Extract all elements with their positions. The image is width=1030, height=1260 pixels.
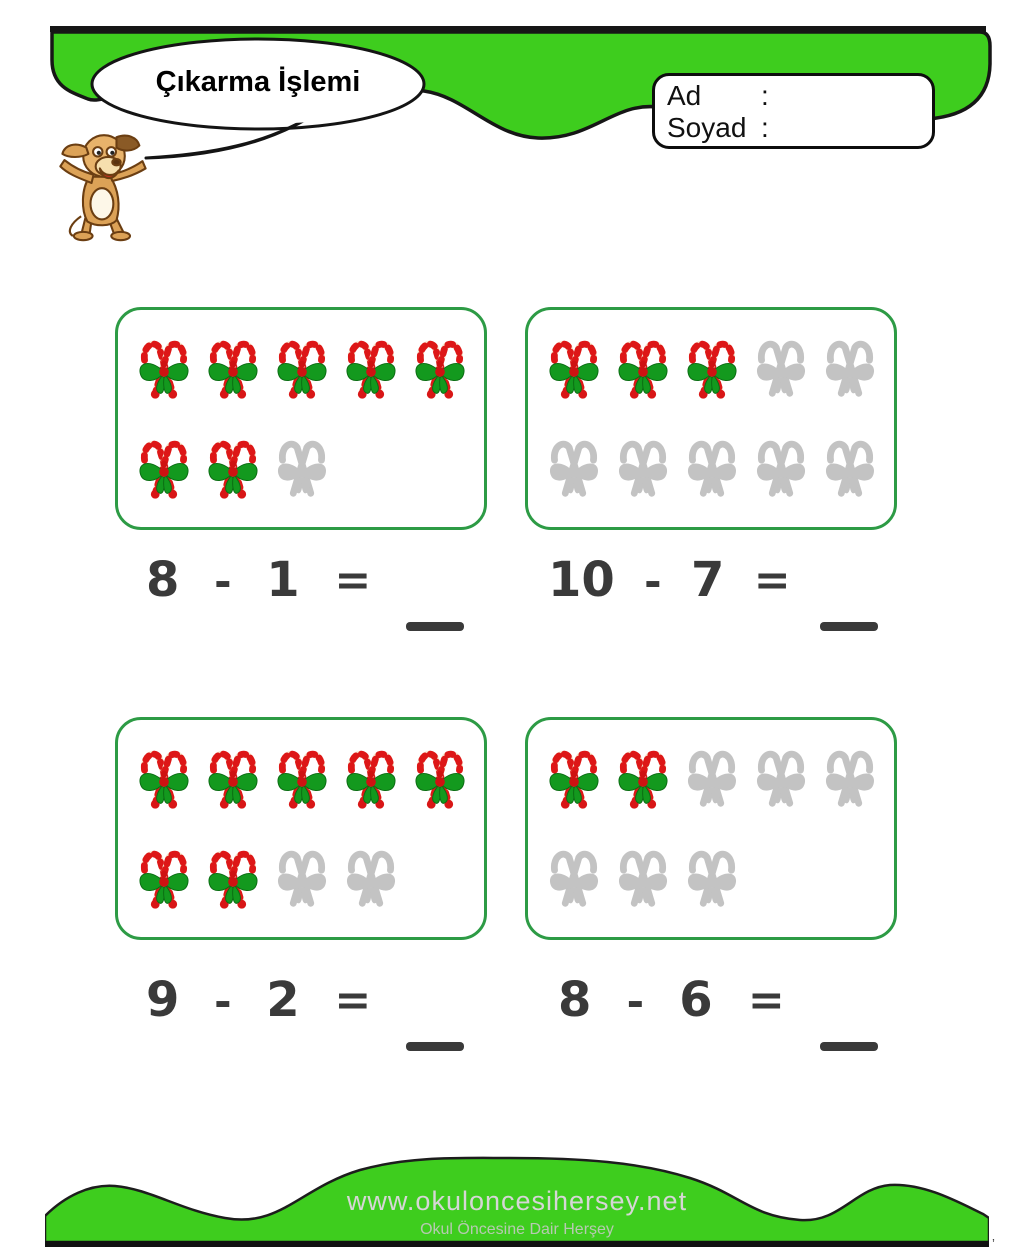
operator: - [644, 557, 662, 606]
candy-cane-bow-icon-faded [271, 433, 333, 503]
ad-label: Ad [667, 80, 702, 111]
problem-box-1 [115, 307, 487, 530]
candy-cane-bow-icon-faded [681, 843, 743, 913]
speech-bubble [80, 28, 440, 170]
minuend: 8 [558, 972, 592, 1028]
candy-cane-bow-icon-faded [543, 433, 605, 503]
candy-cane-bow-icon [543, 333, 605, 403]
footer-website-url: www.okuloncesihersey.net [346, 1186, 688, 1216]
candy-cane-bow-icon [133, 843, 195, 913]
footer-tagline: Okul Öncesine Dair Herşey [420, 1221, 614, 1238]
candy-cane-bow-icon-faded [750, 743, 812, 813]
problem-box-4 [525, 717, 897, 940]
candy-cane-bow-icon-faded [543, 843, 605, 913]
subtrahend: 1 [266, 552, 300, 608]
candy-cane-bow-icon-faded [612, 843, 674, 913]
candy-cane-bow-icon-faded [750, 333, 812, 403]
minuend: 10 [548, 552, 615, 608]
candy-cane-bow-icon-faded [681, 743, 743, 813]
answer-blank[interactable] [406, 622, 464, 631]
candy-cane-bow-icon [612, 333, 674, 403]
candy-cane-bow-icon-faded [819, 433, 881, 503]
operator: - [214, 977, 232, 1026]
candy-cane-bow-icon-faded [612, 433, 674, 503]
soyad-label: Soyad [667, 112, 747, 143]
icon-row [543, 743, 884, 813]
problem-box-2 [525, 307, 897, 530]
icon-row [543, 843, 884, 913]
stray-mark: ’ [992, 1236, 995, 1251]
candy-cane-bow-icon [543, 743, 605, 813]
soyad-write-area[interactable] [775, 112, 920, 144]
subtrahend: 2 [266, 972, 300, 1028]
subtrahend: 7 [690, 552, 725, 608]
worksheet-title: Çıkarma İşlemi [155, 66, 361, 98]
candy-cane-bow-icon [681, 333, 743, 403]
candy-cane-bow-icon [409, 743, 471, 813]
minuend: 9 [146, 972, 180, 1028]
equation-1 [146, 552, 464, 631]
soyad-colon: : [761, 112, 769, 143]
candy-cane-bow-icon-faded [681, 433, 743, 503]
candy-cane-bow-icon [133, 743, 195, 813]
answer-blank[interactable] [406, 1042, 464, 1051]
candy-cane-bow-icon [133, 433, 195, 503]
name-box [652, 73, 935, 149]
icon-row [133, 743, 474, 813]
candy-cane-bow-icon [409, 333, 471, 403]
candy-cane-bow-icon [133, 333, 195, 403]
candy-cane-bow-icon-faded [340, 843, 402, 913]
candy-cane-bow-icon [340, 743, 402, 813]
equals: = [753, 555, 791, 606]
candy-cane-bow-icon-faded [819, 743, 881, 813]
candy-cane-bow-icon-faded [750, 433, 812, 503]
icon-row [133, 843, 474, 913]
subtrahend: 6 [679, 972, 713, 1028]
equals: = [334, 975, 372, 1026]
answer-blank[interactable] [820, 1042, 878, 1051]
ad-write-area[interactable] [775, 80, 920, 112]
equation-4 [558, 972, 878, 1051]
ad-colon: : [761, 80, 769, 111]
equals: = [334, 555, 372, 606]
operator: - [626, 977, 645, 1026]
icon-row [543, 433, 884, 503]
equals: = [747, 975, 785, 1026]
candy-cane-bow-icon-faded [819, 333, 881, 403]
minuend: 8 [146, 552, 180, 608]
icon-row [133, 333, 474, 403]
candy-cane-bow-icon [202, 433, 264, 503]
candy-cane-bow-icon [202, 743, 264, 813]
operator: - [214, 557, 232, 606]
answer-blank[interactable] [820, 622, 878, 631]
equation-3 [146, 972, 464, 1051]
candy-cane-bow-icon [612, 743, 674, 813]
candy-cane-bow-icon-faded [271, 843, 333, 913]
equation-2 [548, 552, 878, 631]
candy-cane-bow-icon [340, 333, 402, 403]
candy-cane-bow-icon [202, 333, 264, 403]
icon-row [543, 333, 884, 403]
candy-cane-bow-icon [271, 743, 333, 813]
candy-cane-bow-icon [202, 843, 264, 913]
candy-cane-bow-icon [271, 333, 333, 403]
problem-box-3 [115, 717, 487, 940]
icon-row [133, 433, 474, 503]
